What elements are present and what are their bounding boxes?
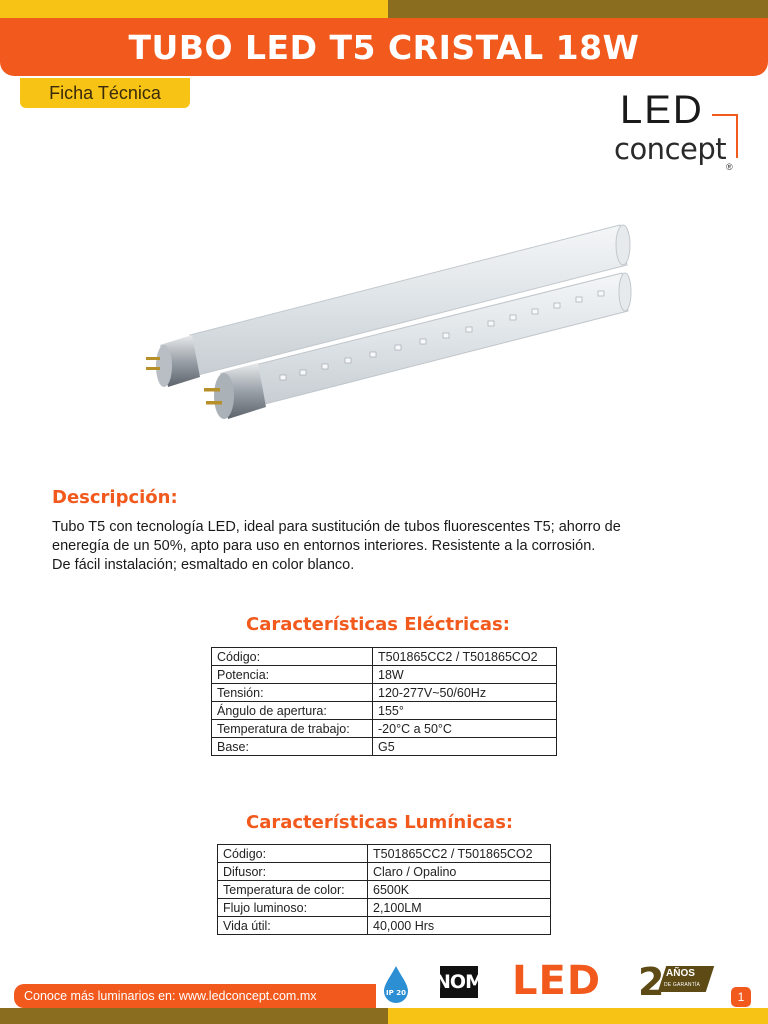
description-text [52, 518, 742, 575]
top-yellow-band [0, 0, 388, 18]
spec-value: 6500K [368, 881, 551, 899]
spec-key: Código: [212, 648, 373, 666]
spec-value: 155° [373, 702, 557, 720]
spec-key: Vida útil: [218, 917, 368, 935]
bottom-olive-band [0, 1008, 388, 1024]
luminous-table [217, 844, 551, 935]
spec-value: 2,100LM [368, 899, 551, 917]
spec-value: 18W [373, 666, 557, 684]
table-row [218, 845, 551, 863]
water-drop-icon [381, 964, 411, 1004]
description-line: Tubo T5 con tecnología LED, ideal para sustitución de tubos fluorescentes T5; ahorro de [52, 519, 621, 535]
table-row [212, 720, 557, 738]
table-row [218, 863, 551, 881]
description-line: eneregía de un 50%, apto para uso en entornos interiores. Resistente a la corrosión. [52, 538, 596, 554]
page-number: 1 [731, 987, 751, 1007]
table-row [212, 738, 557, 756]
table-row [212, 702, 557, 720]
spec-value: 120-277V~50/60Hz [373, 684, 557, 702]
spec-key: Base: [212, 738, 373, 756]
spec-value: T501865CC2 / T501865CO2 [373, 648, 557, 666]
registered-mark: ® [726, 162, 733, 172]
ip-rating-label: IP 20 [386, 989, 406, 997]
warranty-sub-label: DE GARANTÍA [664, 982, 701, 988]
spec-value: G5 [373, 738, 557, 756]
table-row [212, 684, 557, 702]
logo-led-text: LED [620, 88, 704, 132]
spec-value: 40,000 Hrs [368, 917, 551, 935]
led-logo-icon: LED [512, 958, 602, 1004]
spec-key: Tensión: [212, 684, 373, 702]
spec-value: -20°C a 50°C [373, 720, 557, 738]
table-row [212, 666, 557, 684]
warranty-icon [634, 960, 714, 1004]
bottom-yellow-band [388, 1008, 768, 1024]
spec-key: Código: [218, 845, 368, 863]
logo-concept-text: concept [614, 132, 727, 166]
nom-certification-icon: NOM [440, 966, 478, 998]
warranty-number: 2 [638, 960, 665, 1004]
spec-value: T501865CC2 / T501865CO2 [368, 845, 551, 863]
table-row [218, 899, 551, 917]
table-row [218, 917, 551, 935]
luminous-title: Características Lumínicas: [246, 812, 514, 833]
description-title: Descripción: [52, 487, 178, 508]
electrical-title: Características Eléctricas: [246, 614, 510, 635]
title-bar [0, 18, 768, 76]
spec-key: Difusor: [218, 863, 368, 881]
warranty-years-label: AÑOS [666, 968, 695, 979]
spec-key: Flujo luminoso: [218, 899, 368, 917]
footer-website-link[interactable]: Conoce más luminarios en: www.ledconcept.com.mx [14, 984, 376, 1008]
table-row [218, 881, 551, 899]
description-line: De fácil instalación; esmaltado en color blanco. [52, 557, 355, 573]
page-title: TUBO LED T5 CRISTAL 18W [128, 27, 640, 67]
spec-value: Claro / Opalino [368, 863, 551, 881]
spec-key: Ángulo de apertura: [212, 702, 373, 720]
led-concept-logo [612, 88, 742, 174]
spec-key: Temperatura de color: [218, 881, 368, 899]
spec-key: Potencia: [212, 666, 373, 684]
electrical-table [211, 647, 557, 756]
spec-key: Temperatura de trabajo: [212, 720, 373, 738]
table-row [212, 648, 557, 666]
ficha-tecnica-badge: Ficha Técnica [20, 78, 190, 108]
top-olive-band [388, 0, 768, 18]
led-tube-image [130, 215, 640, 445]
